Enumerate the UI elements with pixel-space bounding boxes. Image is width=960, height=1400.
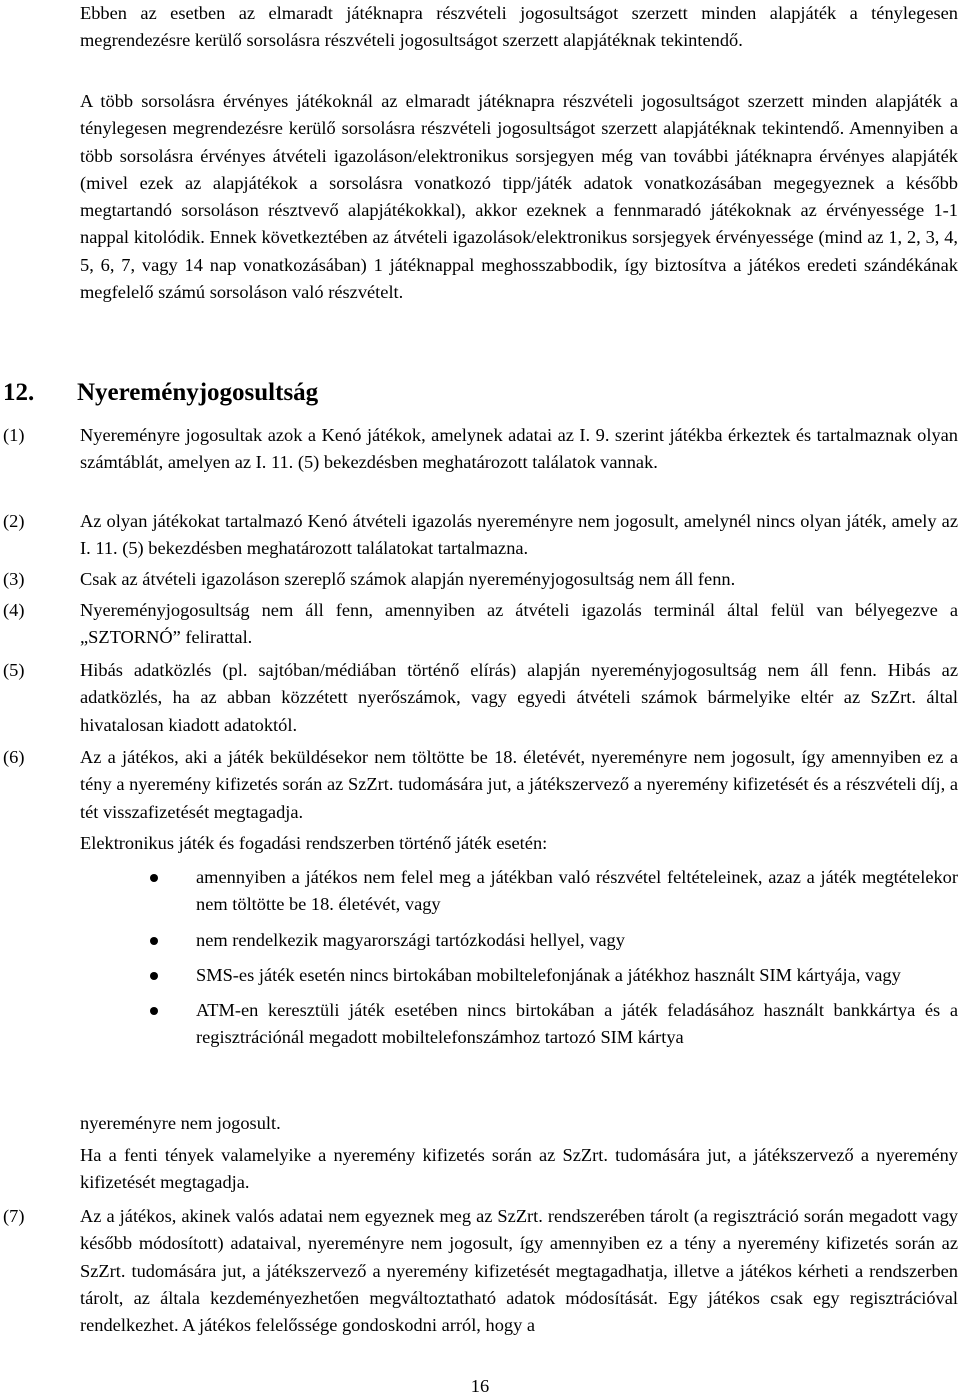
list-item <box>3 566 958 593</box>
item-number: (3) <box>3 569 25 589</box>
item-text: Nyereményre jogosultak azok a Kenó játékok, amelynek adatai az I. 9. szerint játékba érkeztek és tartalmaznak olyan számtáblát, amelyen az I. 11. (5) bekezdésben meghatározott találatok vannak. <box>80 425 958 473</box>
section-title: Nyereményjogosultság <box>77 379 319 406</box>
bullet-text: ATM-en keresztüli játék esetében nincs birtokában a játék feladásához használt bankkártya és a regisztrációnál megadott mobiltelefonszámhoz tartozó SIM kártya <box>196 1000 958 1048</box>
item-text: Az a játékos, aki a játék beküldésekor nem töltötte be 18. életévét, nyereményre nem jogosult, így amennyiben ez a tény a nyeremény kifizetés során az SzZrt. tudomására jut, a játékszervező a nyeremény kifizetését és a részvételi díj, a tét visszafizetését megtagadja. <box>80 747 958 822</box>
item-number: (5) <box>3 660 25 680</box>
item-text: Nyereményjogosultság nem áll fenn, amennyiben az átvételi igazolás terminál által felül van bélyegezve a „SZTORNÓ” felirattal. <box>80 600 958 648</box>
intro-paragraph-1: Ebben az esetben az elmaradt játéknapra részvételi jogosultságot szerzett minden alapjáték a ténylegesen megrendezésre kerülő sorsolásra részvételi jogosultságot szerzett alapjátéknak tekintendő. <box>80 3 958 51</box>
bullet-text: SMS-es játék esetén nincs birtokában mobiltelefonjának a játékhoz használt SIM kártyája, vagy <box>196 964 901 985</box>
item-number: (4) <box>3 600 25 620</box>
bullet-icon <box>150 972 158 980</box>
bullet-item <box>150 997 958 1052</box>
list-item <box>3 508 958 563</box>
bullet-item <box>150 864 958 919</box>
item-number: (6) <box>3 747 25 767</box>
bullet-text: nem rendelkezik magyarországi tartózkodási hellyel, vagy <box>196 929 625 950</box>
item-text: Az a játékos, akinek valós adatai nem egyeznek meg az SzZrt. rendszerében tárolt (a regisztráció során megadott vagy később módosított) adataival, nyereményre nem jogosult, így amennyiben ez a tény a nyeremény kifizetés során az SzZrt. tudomására jut, a játékszervező a nyeremény kifizetését megtagadhatja, illetve a játékos kérheti a rendszerben tárolt, az általa kezdeményezhetően megváltoztatható adatok módosítását. Egy játékos csak egy regisztrációval rendelkezhet. A játékos felelőssége gondoskodni arról, hogy a <box>80 1206 958 1336</box>
bullet-item <box>150 927 958 954</box>
followup-paragraph: Ha a fenti tények valamelyike a nyeremény kifizetés során az SzZrt. tudomására jut, a játékszervező a nyeremény kifizetését megtagadja. <box>80 1145 958 1193</box>
bullet-text: amennyiben a játékos nem felel meg a játékban való részvétel feltételeinek, azaz a játék megtételekor nem töltötte be 18. életévét, vagy <box>196 867 958 915</box>
bullet-icon <box>150 874 158 882</box>
electronic-lead: Elektronikus játék és fogadási rendszerben történő játék esetén: <box>80 833 548 853</box>
item-number: (7) <box>3 1206 25 1226</box>
list-item <box>3 657 958 739</box>
page-number: 16 <box>470 1376 490 1396</box>
closing-text: nyereményre nem jogosult. <box>80 1113 281 1133</box>
list-item <box>3 422 958 477</box>
item-text: Csak az átvételi igazoláson szereplő számok alapján nyereményjogosultság nem áll fenn. <box>80 569 736 589</box>
list-item <box>3 1203 958 1339</box>
list-item <box>3 597 958 652</box>
section-heading <box>3 376 318 410</box>
bullet-list <box>150 864 958 1052</box>
bullet-item <box>150 962 958 989</box>
item-number: (1) <box>3 425 25 445</box>
section-number: 12. <box>3 379 35 406</box>
item-text: Az olyan játékokat tartalmazó Kenó átvételi igazolás nyereményre nem jogosult, amelynél nincs olyan játék, amely az I. 11. (5) bekezdésben meghatározott találatokat tartalmazna. <box>80 511 958 559</box>
bullet-icon <box>150 937 158 945</box>
list-item <box>3 744 958 826</box>
item-number: (2) <box>3 511 25 531</box>
item-text: Hibás adatközlés (pl. sajtóban/médiában történő elírás) alapján nyereményjogosultság nem áll fenn. Hibás az adatközlés, ha az abban közzétett nyerőszámok, vagy egyedi átvételi számok bármelyike eltér az SzZrt. által hivatalosan kiadott adatoktól. <box>80 660 958 735</box>
bullet-icon <box>150 1007 158 1015</box>
intro-paragraph-2: A több sorsolásra érvényes játékoknál az elmaradt játéknapra részvételi jogosultságot szerzett minden alapjáték a ténylegesen megrendezésre kerülő sorsolásra részvételi jogosultságot szerzett alapjátéknak tekintendő. Amennyiben a több sorsolásra érvényes átvételi igazoláson/elektronikus sorsjegyen még van további játéknapra érvényes alapjáték (mivel ezek az alapjátékok a sorsolásra vonatkozó tipp/játék adatok vonatkozásában megegyeznek a később megtartandó sorsoláson résztvevő alapjátékokkal), akkor ezeknek a fennmaradó játékoknak az érvényessége 1-1 nappal kitolódik. Ennek következtében az átvételi igazolások/elektronikus sorsjegyek érvényessége (mind az 1, 2, 3, 4, 5, 6, 7, vagy 14 nap vonatkozásában) 1 játéknappal meghosszabbodik, így biztosítva a játékos eredeti szándékának megfelelő számú sorsoláson való részvételt. <box>80 91 958 303</box>
